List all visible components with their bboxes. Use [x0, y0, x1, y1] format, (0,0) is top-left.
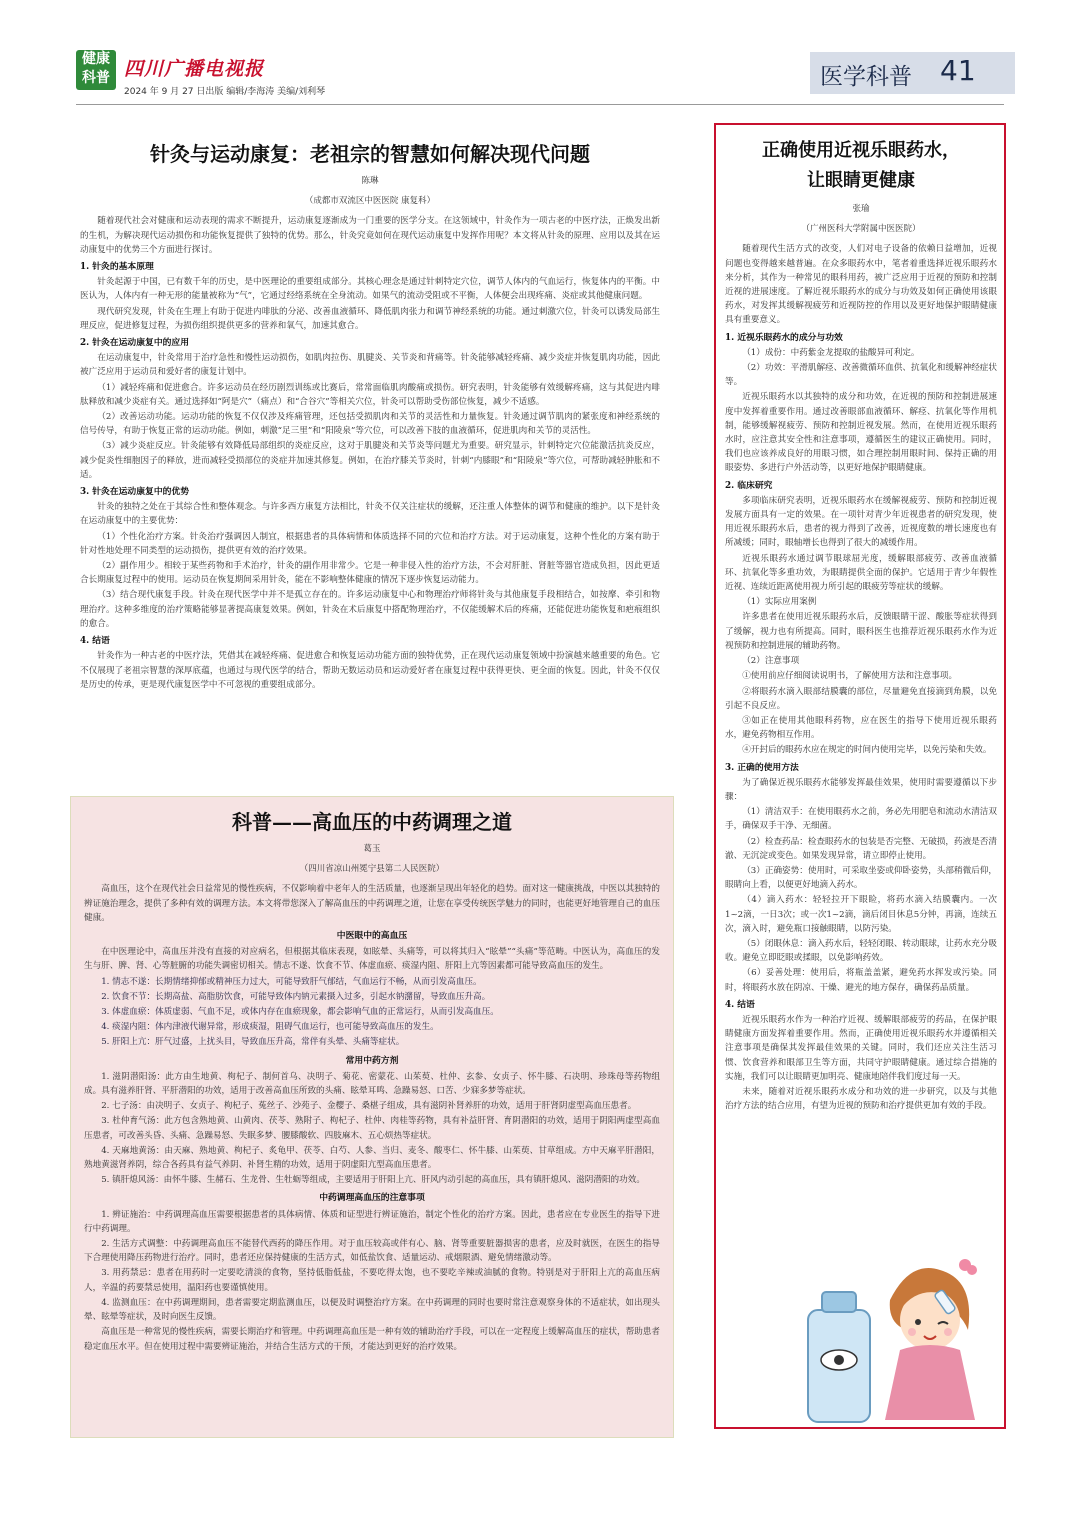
- paragraph: 近视乐眼药水作为一种治疗近视、缓解眼部疲劳的药品，在保护眼睛健康方面发挥着重要作用。然而，正确使用近视乐眼药水并遵循相关注意事项是确保其发挥最佳效果的关键。同时，我们还应关注生活习惯、饮食营养和眼部卫生等方面，共同守护眼睛健康。通过综合措施的实施，我们可以让眼睛更加明亮、健康地陪伴我们度过每一天。: [725, 1014, 997, 1082]
- paragraph: 未来，随着对近视乐眼药水成分和功效的进一步研究，以及与其他治疗方法的结合应用，有望为近视的预防和治疗提供更加有效的手段。: [725, 1086, 997, 1112]
- health-science-logo: [76, 50, 116, 90]
- article-acupuncture: [80, 140, 660, 693]
- article-author: 葛玉: [363, 844, 381, 854]
- article-institution: （四川省凉山州冕宁县第二人民医院）: [299, 864, 445, 875]
- paragraph: ②将眼药水滴入眼部结膜囊的部位，尽量避免直接滴到角膜，以免引起不良反应。: [725, 686, 997, 711]
- subsection-heading: 2. 针灸在运动康复中的应用: [80, 338, 190, 349]
- paragraph: 随着现代生活方式的改变，人们对电子设备的依赖日益增加，近视问题也变得越来越普遍。在众多眼药水中，笔者着重选择近视乐眼药水来分析，其作为一种常见的眼科用药，被广泛应用于近视的预防和控制近视的进展速度。了解近视乐眼药水的成分与功效及如何正确使用该眼药水，对发挥其缓解视疲劳和近视防控的作用以及更好地保护眼睛健康具有重要意义。: [725, 244, 997, 326]
- section-title: 医学科普: [820, 64, 912, 90]
- girl-with-eye-drops-icon: [790, 1240, 1000, 1430]
- header-rule: [76, 104, 1004, 105]
- paragraph: （6）妥善处理：使用后，将瓶盖盖紧，避免药水挥发或污染。同时，将眼药水放在阴凉、干燥、避光的地方保存，确保药品质量。: [725, 968, 997, 993]
- paragraph: （1）减轻疼痛和促进愈合。许多运动员在经历剧烈训练或比赛后，常常面临肌肉酸痛或损伤。研究表明，针灸能够有效缓解疼痛，这与其促进内啡肽释放和减少炎症有关。通过选择如“阿是穴”（痛点）和“合谷穴”等相关穴位，针灸可以帮助受伤部位恢复，减少不适感。: [80, 382, 660, 407]
- paragraph: 近视乐眼药水以其独特的成分和功效，在近视的预防和控制进展速度中发挥着重要作用。通过改善眼部血液循环、解痉、抗氧化等作用机制，能够缓解视疲劳、预防和控制近视发展。然而，在使用近视乐眼药水时，应注意其安全性和注意事项，遵循医生的建议正确使用。同时，我们也应该养成良好的用眼习惯，如合理控制用眼时间、保持正确的用眼姿势、多进行户外活动等，以更好地保护眼睛健康。: [725, 392, 997, 474]
- paragraph: 为了确保近视乐眼药水能够发挥最佳效果，使用时需要遵循以下步骤：: [725, 777, 997, 802]
- article-body: [80, 214, 660, 692]
- section-heading: 中医眼中的高血压: [336, 931, 408, 942]
- paragraph: ①使用前应仔细阅读说明书，了解使用方法和注意事项。: [742, 671, 958, 682]
- paragraph: （3）减少炎症反应。针灸能够有效降低局部组织的炎症反应，这对于肌腱炎和关节炎等问题尤为重要。研究显示，针刺特定穴位能激活抗炎反应，减少促炎性细胞因子的释放，进而减轻受损部位的炎症并加速其修复。例如，在治疗膝关节炎时，针刺“内膝眼”和“阳陵泉”等穴位，可帮助减轻肿胀和不适。: [80, 441, 660, 480]
- paragraph: 2. 七子汤：由决明子、女贞子、枸杞子、菟丝子、沙苑子、金樱子、桑椹子组成，具有滋阴补肾养肝的功效，适用于肝肾阴虚型高血压患者。: [101, 1101, 637, 1112]
- paragraph: 高血压是一种常见的慢性疾病，需要长期治疗和管理。中药调理高血压是一种有效的辅助治疗手段，可以在一定程度上缓解高血压的症状，帮助患者稳定血压水平。但在使用过程中需要辨证施治，并结合生活方式的干预，才能达到更好的治疗效果。: [84, 1327, 660, 1352]
- paragraph: 许多患者在使用近视乐眼药水后，反馈眼睛干涩、酸胀等症状得到了缓解，视力也有所提高。同时，眼科医生也推荐近视乐眼药水作为近视预防和控制进展的辅助药物。: [725, 612, 997, 651]
- article-title-line2: 让眼睛更健康: [807, 170, 915, 191]
- paragraph: 现代研究发现，针灸在生理上有助于促进内啡肽的分泌、改善血液循环、降低肌肉张力和调节神经系统的功能。通过刺激穴位，针灸可以诱发局部生理反应，促进修复过程，为损伤组织提供更多的营养和氧气，加速其愈合。: [80, 306, 660, 331]
- article-eye-drops: [725, 136, 997, 1114]
- paragraph: （4）滴入药水：轻轻拉开下眼睑，将药水滴入结膜囊内。一次1~2滴，一日3次；或一次1~2滴，滴后闭目休息5分钟，再滴，连续五次，滴入时，避免瓶口接触眼睛，以防污染。: [725, 895, 997, 934]
- paragraph: 近视乐眼药水通过调节眼球屈光度，缓解眼部疲劳、改善血液循环、抗氧化等多重功效，为眼睛提供全面的保护。它适用于青少年假性近视、连续近距离使用视力所引起的眼疲劳等症状的缓解。: [725, 553, 997, 593]
- paragraph: 5. 镇肝熄风汤：由怀牛膝、生赭石、生龙骨、生牡蛎等组成，主要适用于肝阳上亢、肝风内动引起的高血压，具有镇肝熄风、滋阴潜阳的功效。: [101, 1175, 645, 1186]
- paragraph: （5）闭眼休息：滴入药水后，轻轻闭眼、转动眼球，让药水充分吸收。避免立即眨眼或揉眼，以免影响药效。: [725, 938, 997, 964]
- list-item: 3. 体虚血瘀：体质虚弱、气血不足，或体内存在血瘀现象，都会影响气血的正常运行，从而引发高血压。: [101, 1007, 499, 1018]
- paragraph: （1）清洁双手：在使用眼药水之前，务必先用肥皂和流动水清洁双手，确保双手干净、无细菌。: [725, 807, 997, 832]
- subsection-heading: 4. 结语: [725, 999, 755, 1010]
- paragraph: 高血压，这个在现代社会日益常见的慢性疾病，不仅影响着中老年人的生活质量，也逐渐呈现出年轻化的趋势。面对这一健康挑战，中医以其独特的辨证施治理念，提供了多种有效的调理方法。本文将带您深入了解高血压的中药调理之道，让您在享受传统医学魅力的同时，也能更好地管理自己的血压健康。: [84, 884, 660, 923]
- subsection-heading: 3. 针灸在运动康复中的优势: [80, 487, 190, 498]
- paragraph: （2）改善运动功能。运动功能的恢复不仅仅涉及疼痛管理，还包括受损肌肉和关节的灵活性和力量恢复。针灸通过调节肌肉的紧张度和神经系统的信号传导，有助于恢复正常的运动功能。例如，刺激“足三里”和“阳陵泉”等穴位，可以改善下肢的血液循环，促进肌肉和关节的灵活性。: [80, 412, 660, 437]
- paragraph: 针灸起源于中国，已有数千年的历史，是中医理论的重要组成部分。其核心理念是通过针刺特定穴位，调节人体内的气血运行，恢复体内的平衡。中医认为，人体内有一种无形的能量被称为“气”，它通过经络系统在全身流动。如果气的流动受阻或不平衡，人体便会出现疼痛、炎症或其他健康问题。: [80, 277, 660, 302]
- subsection-heading: 2. 临床研究: [725, 480, 773, 491]
- list-item: 5. 肝阳上亢：肝气过盛，上扰头目，导致血压升高，常伴有头晕、头痛等症状。: [101, 1037, 405, 1048]
- article-institution: （成都市双流区中医医院 康复科）: [304, 196, 436, 207]
- paragraph: 3. 用药禁忌：患者在用药时一定要吃清淡的食物，坚持低脂低盐，不要吃得太饱，也不要吃辛辣或油腻的食物。特别是对于肝阳上亢的高血压病人，辛温的药要禁忌使用，温阳药也要谨慎使用。: [84, 1268, 660, 1293]
- issue-meta: 2024 年 9 月 27 日出版 编辑/李海涛 美编/刘利琴: [124, 87, 326, 97]
- paragraph: 1. 滋阴潜阳汤：此方由生地黄、枸杞子、制何首乌、决明子、菊花、密蒙花、山茱萸、杜仲、玄参、女贞子、怀牛膝、石决明、珍珠母等药物组成。具有滋养肝肾、平肝潜阳的功效，适用于改善高血压所致的头痛、眩晕耳鸣、急躁易怒、口苦、少寐多梦等症状。: [84, 1071, 660, 1097]
- paragraph: 针灸的独特之处在于其综合性和整体观念。与许多西方康复方法相比，针灸不仅关注症状的缓解，还注重人体整体的调节和健康的维护。以下是针灸在运动康复中的主要优势：: [80, 502, 660, 527]
- section-heading: 中药调理高血压的注意事项: [319, 1193, 425, 1204]
- section-heading: 常用中药方剂: [345, 1055, 399, 1066]
- subsection-heading: 4. 结语: [80, 636, 110, 647]
- subsection-heading: 1. 近视乐眼药水的成分与功效: [725, 332, 843, 343]
- article-author: 陈琳: [361, 176, 379, 186]
- paragraph: （2）检查药品：检查眼药水的包装是否完整、无破损，药液是否清澈、无沉淀或变色。如果发现异常，请立即停止使用。: [725, 836, 997, 861]
- paragraph: （1）成份：中药紫金龙提取的盐酸异可利定。: [742, 347, 920, 358]
- masthead: 四川广播电视报: [124, 58, 265, 80]
- paragraph: 4. 监测血压：在中药调理期间，患者需要定期监测血压，以便及时调整治疗方案。在中药调理的同时也要时常注意观察身体的不适症状，如出现头晕、眩晕等症状，及时向医生反馈。: [84, 1297, 660, 1323]
- paragraph: 多项临床研究表明，近视乐眼药水在缓解视疲劳、预防和控制近视发展方面具有一定的效果。在一项针对青少年近视患者的研究发现，使用近视乐眼药水后，患者的视力得到了改善，近视度数的增长速度也有所减缓；同时，眼轴增长也得到了很大的减缓作用。: [725, 495, 997, 549]
- list-item: 4. 痰湿内阻：体内津液代谢异常，形成痰湿，阻碍气血运行，也可能导致高血压的发生。: [101, 1022, 439, 1033]
- article-title: 科普——高血压的中药调理之道: [232, 810, 512, 834]
- paragraph: （2）副作用少。相较于某些药物和手术治疗，针灸的副作用非常少。它是一种非侵入性的治疗方法，不会对肝脏、肾脏等器官造成负担，因此更适合长期康复过程中的使用。运动员在恢复期间采用针灸，能在不影响整体健康的情况下逐步恢复运动能力。: [80, 561, 660, 586]
- subsection-heading: 3. 正确的使用方法: [725, 762, 799, 773]
- paragraph: （3）正确姿势：使用时，可采取坐姿或仰卧姿势，头部稍微后仰，眼睛向上看，以便更好地滴入药水。: [725, 865, 997, 891]
- paragraph: 针灸作为一种古老的中医疗法，凭借其在减轻疼痛、促进愈合和恢复运动功能方面的独特优势，正在现代运动康复领域中扮演越来越重要的角色。它不仅展现了老祖宗智慧的深厚底蕴，也通过与现代医学的结合，帮助无数运动员和运动爱好者在康复过程中获得更快、更全面的恢复。因此，针灸不仅仅是历史的传承，更是现代康复医学中不可忽视的重要组成部分。: [80, 651, 660, 690]
- paragraph: 1. 辨证施治：中药调理高血压需要根据患者的具体病情、体质和证型进行辨证施治，制定个性化的治疗方案。因此，患者应在专业医生的指导下进行中药调理。: [84, 1209, 660, 1234]
- paragraph: （2）注意事项: [742, 656, 800, 667]
- paragraph: （2）功效：平滑肌解痉、改善微循环血供、抗氧化和缓解神经症状等。: [725, 363, 997, 388]
- paragraph: ③如正在使用其他眼科药物，应在医生的指导下使用近视乐眼药水，避免药物相互作用。: [725, 715, 997, 741]
- logo-text: 健康 科普: [82, 51, 110, 86]
- article-institution: （广州医科大学附属中医医院）: [801, 224, 921, 235]
- paragraph: 4. 天麻地黄汤：由天麻、熟地黄、枸杞子、炙龟甲、茯苓、白芍、人参、当归、麦冬、酸枣仁、怀牛膝、山茱萸、甘草组成。方中天麻平肝潜阳，熟地黄滋肾养阴，综合各药具有益气养阴、补肾生精的功效，适用于阴虚阳亢型高血压患者。: [84, 1145, 660, 1171]
- paragraph: ④开封后的眼药水应在规定的时间内使用完毕，以免污染和失效。: [742, 745, 992, 756]
- page-number: 41: [940, 54, 976, 87]
- paragraph: 在中医理论中，高血压并没有直接的对应病名，但根据其临床表现，如眩晕、头痛等，可以将其归入“眩晕”“头痛”等范畴。中医认为，高血压的发生与肝、脾、肾、心等脏腑的功能失调密切相关。情志不遂、饮食不节、体虚血瘀、痰湿内阻、肝阳上亢等因素都可能导致高血压的发生。: [84, 947, 660, 972]
- paragraph: （3）结合现代康复手段。针灸在现代医学中并不是孤立存在的。许多运动康复中心和物理治疗师将针灸与其他康复手段相结合，如按摩、牵引和物理治疗。这种多维度的治疗策略能够显著提高康复效果。例如，针灸在术后康复中搭配物理治疗，不仅能缓解术后的疼痛，还能促进功能恢复和疤痕组织的愈合。: [80, 590, 660, 629]
- article-title-line1: 正确使用近视乐眼药水，: [762, 140, 960, 161]
- paragraph: 在运动康复中，针灸常用于治疗急性和慢性运动损伤，如肌肉拉伤、肌腱炎、关节炎和背痛等。针灸能够减轻疼痛、减少炎症并恢复肌肉功能，因此被广泛应用于运动员和爱好者的康复计划中。: [80, 353, 660, 378]
- paragraph: （1）实际应用案例: [742, 597, 817, 608]
- list-item: 1. 情志不遂：长期情绪抑郁或精神压力过大，可能导致肝气郁结，气血运行不畅，从而引发高血压。: [101, 976, 482, 987]
- subsection-heading: 1. 针灸的基本原理: [80, 262, 154, 273]
- article-title: 针灸与运动康复：老祖宗的智慧如何解决现代问题: [150, 142, 590, 166]
- paragraph: 2. 生活方式调整：中药调理高血压不能替代西药的降压作用。对于血压较高或伴有心、脑、肾等重要脏器损害的患者，应及时就医，在医生的指导下合理使用降压药物进行治疗。同时，患者还应保持健康的生活方式，如低盐饮食、适量运动、戒烟限酒、避免情绪激动等。: [84, 1239, 660, 1264]
- list-item: 2. 饮食不节：长期高盐、高脂肪饮食，可能导致体内钠元素摄入过多，引起水钠潴留，导致血压升高。: [101, 991, 491, 1002]
- paragraph: 随着现代社会对健康和运动表现的需求不断提升，运动康复逐渐成为一门重要的医学分支。在这领域中，针灸作为一项古老的中医疗法，正焕发出新的生机，为解决现代运动损伤和功能恢复提供了独特的优势。那么，针灸究竟如何在现代运动康复中发挥作用呢？本文将从针灸的原理、应用以及其在运动康复中的优势三个方面进行探讨。: [80, 216, 660, 255]
- paragraph: （1）个性化治疗方案。针灸治疗强调因人制宜，根据患者的具体病情和体质选择不同的穴位和治疗方法。对于运动康复，这种个性化的方案有助于针对性地处理不同类型的运动损伤，提供更有效的治疗效果。: [80, 531, 660, 556]
- article-body: [84, 882, 660, 1353]
- article-body: [725, 242, 997, 1113]
- article-author: 张瑜: [852, 204, 870, 214]
- paragraph: 3. 杜仲育气汤：此方包含熟地黄、山黄肉、茯苓、熟附子、枸杞子、杜仲、肉桂等药物，具有补益肝肾、育阴潜阳的功效，适用于阴阳两虚型高血压患者，可改善头昏、头痛、急躁易怒、失眠多梦、腰膝酸软、四肢麻木、五心烦热等症状。: [84, 1116, 660, 1141]
- page-header: [0, 0, 1080, 110]
- article-hypertension: [84, 808, 660, 1355]
